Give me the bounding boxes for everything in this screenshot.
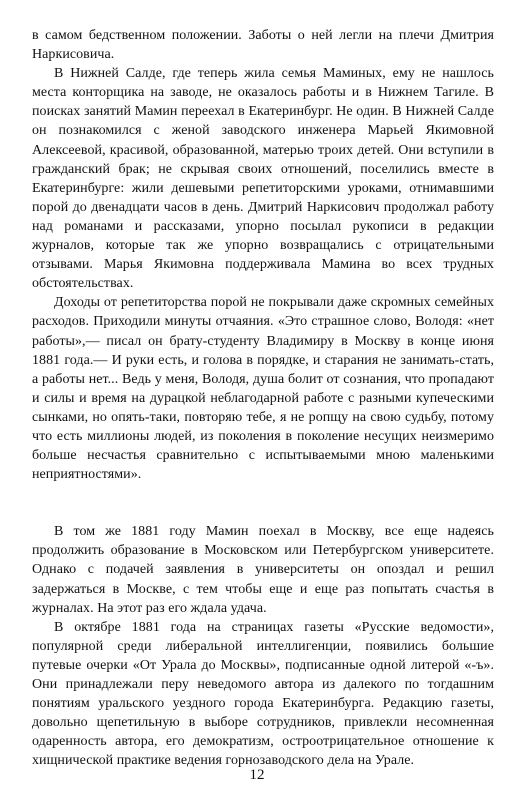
paragraph-continuation: в самом бедственном положении. Заботы о ней легли на плечи Дмитрия Наркисовича.	[32, 28, 494, 63]
paragraph: В Нижней Салде, где теперь жила семья Маминых, ему не нашлось места конторщика на заводе, не оказалось работы и в Нижнем Тагиле. В поисках занятий Мамин переехал в Екатеринбург. Не один. В Нижней Салде он познакомился с женой заводского инженера Марьей Якимовной Алексеевой, красивой, образованной, матерью троих детей. Они вступили в гражданский брак; не скрывая своих отношений, поселились вместе в Екатеринбурге: жили дешевыми репетиторскими уроками, отнимавшими порой до двенадцати часов в день. Дмитрий Наркисович продолжал работу над романами и рассказами, упорно посылал рукописи в редакции журналов, которые так же упорно возвращались с отрицательными отзывами. Марья Якимовна поддерживала Мамина во всех трудных обстоятельствах.	[32, 66, 494, 292]
paragraph: В том же 1881 году Мамин поехал в Москву, все еще надеясь продолжить образование в Московском или Петербургском университете. Однако с подачей заявления в университеты он опоздал и решил задержаться в Москве, с тем чтобы еще и еще раз попытать счастья в журналах. На этот раз его ждала удача.	[32, 524, 494, 616]
paragraph: В октябре 1881 года на страницах газеты «Русские ведомости», популярной среди либеральной интеллигенции, появились большие путевые очерки «От Урала до Москвы», подписанные одной литерой «-ъ». Они принадлежали перу неведомого автора из далекого по тогдашним понятиям уральского уездного города Екатеринбурга. Редакцию газеты, довольно щепетильную в выборе сотрудников, привлекли несомненная одаренность автора, его демократизм, остроотрицательное отношение к хищнической практике ведения горнозаводского дела на Урале.	[32, 619, 494, 769]
page-number: 12	[249, 767, 265, 783]
section-break	[32, 484, 494, 522]
paragraph: Доходы от репетиторства порой не покрывали даже скромных семейных расходов. Приходили минуты отчаяния. «Это страшное слово, Володя: «нет работы»,— писал он брату-студенту Владимиру в Москву в конце июня 1881 года.— И руки есть, и голова в порядке, и старания не занимать-стать, а работы нет... Ведь у меня, Володя, душа болит от сознания, что пропадают и силы и время на дурацкой неблагодарной работе с разными купеческими сынками, но опять-таки, повторяю тебе, я не ропщу на свою судьбу, потому что есть миллионы людей, из поколения в поколение несущих неизмеримо больше несчастья сравнительно с испытываемыми мною маленькими неприятностями».	[32, 295, 494, 483]
page-text	[32, 26, 494, 770]
